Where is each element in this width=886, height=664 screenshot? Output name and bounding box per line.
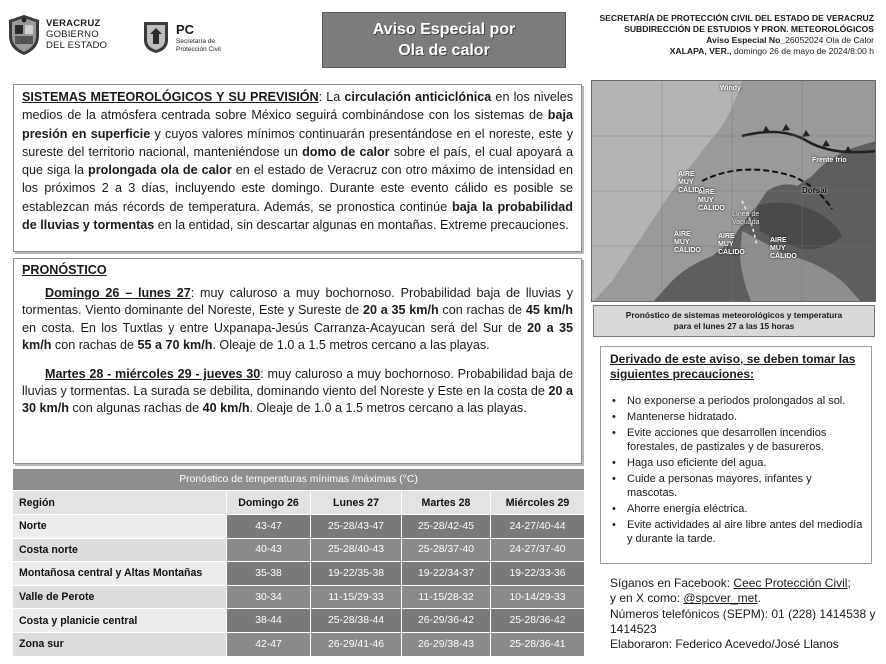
- table-row: [13, 562, 585, 586]
- forecast-period-2: Martes 28 - miércoles 29 - jueves 30: [45, 366, 261, 381]
- region-cell: Costa norte: [13, 538, 227, 562]
- list-item: • Evite actividades al aire libre antes del mediodía y durante la tarde.: [610, 518, 863, 546]
- temp-cell: 19-22/35-38: [311, 562, 402, 586]
- forecast-2-text-3: . Oleaje de 1.0 a 1.5 metros cercano a las playas.: [249, 401, 527, 416]
- map-caption: [593, 305, 875, 337]
- meteorological-systems-section: [13, 84, 582, 252]
- list-item: • Haga uso eficiente del agua.: [610, 456, 863, 470]
- map-air-label-5: AIRE MUY CÁLIDO: [770, 237, 797, 260]
- list-item: • Ahorre energía eléctrica.: [610, 502, 863, 516]
- systems-bold-5: baja la probabilidad de lluvias y tormentas: [22, 199, 574, 233]
- forecast-2-bold-2: 40 km/h: [202, 401, 250, 416]
- temp-cell: 19-22/34-37: [402, 562, 491, 586]
- notice-title-line1: Aviso Especial por: [372, 21, 516, 38]
- temp-cell: 19-22/33-36: [491, 562, 585, 586]
- region-cell: Zona sur: [13, 632, 227, 656]
- notice-number-value: 26052024 Ola de Calor: [785, 35, 874, 45]
- facebook-label: Síganos en Facebook:: [610, 576, 734, 590]
- temp-cell: 35-38: [227, 562, 311, 586]
- systems-text-2: en los niveles medios de la atmósfera centrada sobre México seguirá combinándose con los sistemas de: [22, 90, 573, 123]
- temperature-table: [12, 468, 585, 657]
- forecast-heading: PRONÓSTICO: [22, 263, 107, 277]
- map-caption-line2: para el lunes 27 a las 15 horas: [673, 321, 795, 331]
- temp-cell: 26-29/36-42: [402, 609, 491, 633]
- map-air-label-3: AIRE MUY CÁLIDO: [674, 231, 701, 254]
- map-air-label-2: AIRE MUY CÁLIDO: [698, 189, 725, 212]
- forecast-2-text-1: : muy caluroso a muy bochornoso. Probabilidad baja de lluvias y tormentas. La surada se debilita, dominando viento del Noreste y Este en la costa de: [22, 366, 573, 399]
- table-row: [13, 515, 585, 539]
- agency-line1: SECRETARÍA DE PROTECCIÓN CIVIL DEL ESTADO DE VERACRUZ: [599, 13, 874, 23]
- map-air-label-4: AIRE MUY CÁLIDO: [718, 233, 745, 256]
- list-item: • No exponerse a periodos prolongados al sol.: [610, 394, 863, 408]
- systems-text-5: en el estado de Veracruz con otro máximo de intensidad en los próximos 2 a 3 días, incluyendo este domingo. Durante este evento cálido es posible se establezcan más récords de temperatura. Además, se pronostica continúe: [22, 163, 574, 214]
- temp-cell: 38-44: [227, 609, 311, 633]
- forecast-1-bold-3: 20 a 35 km/h: [22, 320, 573, 353]
- table-row: [13, 609, 585, 633]
- logo-line-estado: DEL ESTADO: [46, 40, 108, 51]
- forecast-1-text-5: . Oleaje de 1.0 a 1.5 metros cercano a las playas.: [212, 338, 490, 353]
- temp-cell: 40-43: [227, 538, 311, 562]
- systems-bold-2: baja presión en superficie: [22, 108, 573, 141]
- list-item: • Cuide a personas mayores, infantes y mascotas.: [610, 472, 863, 500]
- notice-date: [574, 46, 874, 57]
- systems-paragraph: [22, 88, 573, 234]
- notice-place: XALAPA, VER.,: [669, 46, 732, 56]
- facebook-line: [610, 576, 882, 591]
- precautions-list: [610, 394, 863, 546]
- contact-info: [610, 576, 882, 652]
- temp-cell: 25-28/43-47: [311, 515, 402, 539]
- map-front-label: Frente frío: [812, 157, 847, 164]
- table-row: [13, 538, 585, 562]
- forecast-1-text-1: : muy caluroso a muy bochornoso. Probabilidad baja de lluvias y tormentas. Viento dominante del Noreste, Este y Sureste de: [22, 286, 573, 318]
- notice-title-line2: Ola de calor: [398, 42, 490, 59]
- temp-cell: 25-28/38-44: [311, 609, 402, 633]
- notice-number-label: Aviso Especial No_: [706, 35, 786, 45]
- table-row: [13, 632, 585, 656]
- temp-cell: 25-28/36-41: [491, 632, 585, 656]
- precautions-title: Derivado de este aviso, se deben tomar las siguientes precauciones:: [610, 352, 856, 381]
- agency-header: [574, 13, 874, 57]
- table-row: [13, 585, 585, 609]
- facebook-tail: ;: [847, 576, 851, 590]
- systems-bold-3: domo de calor: [302, 144, 390, 159]
- phone-numbers: Números telefónicos (SEPM): 01 (228) 1414538 y 1414523: [610, 606, 876, 636]
- region-cell: Costa y planicie central: [13, 609, 227, 633]
- agency-line2: SUBDIRECCIÓN DE ESTUDIOS Y PRON. METEOROLÓGICOS: [624, 24, 874, 34]
- x-tail: .: [757, 591, 761, 606]
- forecast-paragraph-sun-mon: [22, 285, 573, 355]
- x-link[interactable]: @spcver_met: [683, 591, 758, 606]
- forecast-1-bold-4: 55 a 70 km/h: [137, 338, 213, 353]
- proteccion-civil-logo: [140, 20, 240, 56]
- temp-cell: 11-15/28-32: [402, 585, 491, 609]
- region-cell: Norte: [13, 515, 227, 539]
- forecast-2-text-2: con algunas rachas de: [68, 401, 203, 416]
- forecast-1-text-2: con rachas de: [438, 303, 526, 318]
- list-item: • Mantenerse hidratado.: [610, 410, 863, 424]
- forecast-2-bold-1: 20 a 30 km/h: [22, 384, 574, 416]
- systems-bold-4: prolongada ola de calor: [88, 163, 232, 178]
- forecast-paragraph-tue-thu: [22, 366, 573, 418]
- column-header-monday: Lunes 27: [311, 491, 402, 515]
- forecast-1-bold-1: 20 a 35 km/h: [362, 303, 439, 318]
- map-air-label-1: AIRE MUY CÁLIDO: [678, 171, 705, 194]
- authors: Elaboraron: Federico Acevedo/José Llanos: [610, 637, 839, 652]
- table-header-row: [13, 491, 585, 515]
- systems-text-6: en la entidad, sin descartar algunas en montañas. Extreme precauciones.: [154, 218, 569, 233]
- column-header-sunday: Domingo 26: [227, 491, 311, 515]
- temp-cell: 24-27/40-44: [491, 515, 585, 539]
- temp-cell: 10-14/29-33: [491, 585, 585, 609]
- facebook-link[interactable]: Ceec Protección Civil: [733, 576, 848, 590]
- map-graphic: [592, 81, 876, 302]
- systems-bold-1: circulación anticiclónica: [344, 90, 492, 104]
- region-cell: Valle de Perote: [13, 585, 227, 609]
- veracruz-crest-icon: [6, 14, 42, 56]
- list-item: • Evite acciones que desarrollen incendios forestales, de pastizales y de basureros.: [610, 426, 863, 454]
- column-header-wednesday: Miércoles 29: [491, 491, 585, 515]
- forecast-1-bold-2: 45 km/h: [525, 303, 573, 318]
- pc-logo-text: PC: [176, 22, 195, 37]
- weather-systems-map: [591, 80, 876, 302]
- table-caption: Pronóstico de temperaturas mínimas /máximas (°C): [13, 469, 585, 491]
- temp-cell: 42-47: [227, 632, 311, 656]
- systems-text-3: y cuyos valores mínimos continuarán presentándose en el noreste, este y sureste del territorio nacional, manteniéndose un: [22, 126, 573, 159]
- logo-line-gobierno: GOBIERNO: [46, 29, 99, 40]
- forecast-section: [13, 258, 582, 464]
- notice-number: [574, 35, 874, 46]
- temp-cell: 11-15/29-33: [311, 585, 402, 609]
- notice-datetime: domingo 26 de mayo de 2024/8:00 h: [731, 46, 874, 56]
- map-windy-label: Windy: [720, 85, 741, 92]
- temp-cell: 26-29/38-43: [402, 632, 491, 656]
- forecast-1-text-3: en costa. En los Tuxtlas y entre Uxpanapa-Jesús Carranza-Acayucan será del Sur de: [22, 320, 528, 335]
- forecast-period-1: Domingo 26 – lunes 27: [45, 286, 191, 300]
- column-header-region: Región: [13, 491, 227, 515]
- temp-cell: 25-28/40-43: [311, 538, 402, 562]
- systems-heading: SISTEMAS METEOROLÓGICOS Y SU PREVISIÓN: [22, 90, 319, 104]
- region-cell: Montañosa central y Altas Montañas: [13, 562, 227, 586]
- x-label: y en X como:: [610, 591, 684, 606]
- map-caption-line1: Pronóstico de sistemas meteorológicos y temperatura: [625, 310, 843, 320]
- x-line: [610, 591, 882, 606]
- notice-title: [322, 12, 566, 68]
- temp-cell: 30-34: [227, 585, 311, 609]
- pc-logo-subtext: Secretaría de Protección Civil: [176, 38, 221, 53]
- proteccion-civil-seal-icon: [140, 20, 172, 54]
- temp-cell: 25-28/37-40: [402, 538, 491, 562]
- map-vaguada-label: Línea de Vaguada: [732, 211, 760, 226]
- systems-text-4: sobre el país, el cual apoyará a que siga la: [22, 144, 573, 178]
- temp-cell: 24-27/37-40: [491, 538, 585, 562]
- map-dorsal-label: Dorsal: [802, 186, 827, 195]
- precautions-section: [600, 346, 872, 564]
- temp-cell: 25-28/42-45: [402, 515, 491, 539]
- temp-cell: 26-29/41-46: [311, 632, 402, 656]
- column-header-tuesday: Martes 28: [402, 491, 491, 515]
- temp-cell: 25-28/36-42: [491, 609, 585, 633]
- forecast-1-text-4: con rachas de: [51, 338, 138, 353]
- systems-text-1: : La: [318, 90, 345, 104]
- veracruz-government-logo: [6, 14, 121, 56]
- logo-line-veracruz: VERACRUZ: [46, 18, 101, 29]
- temp-cell: 43-47: [227, 515, 311, 539]
